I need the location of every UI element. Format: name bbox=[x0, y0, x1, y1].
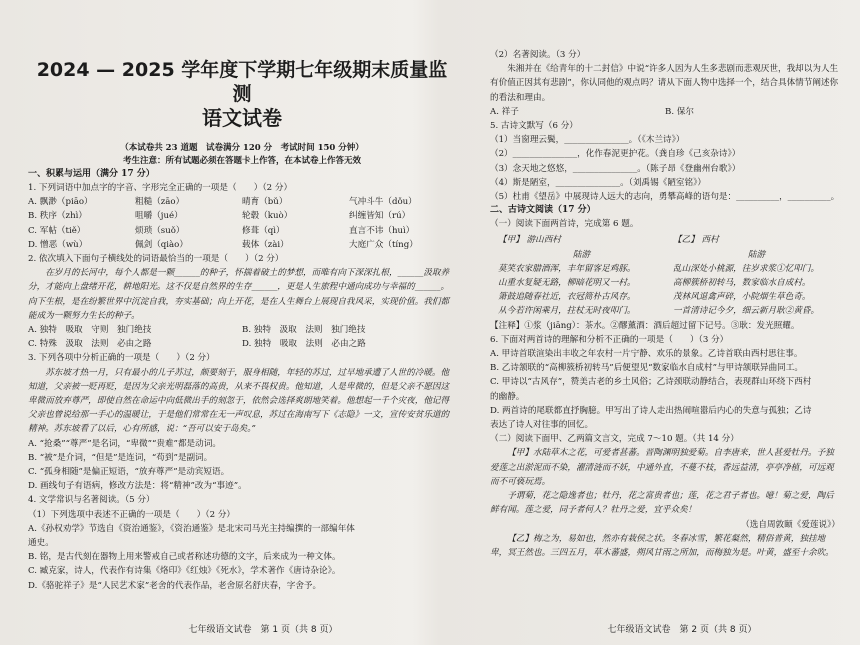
option-row bbox=[28, 224, 456, 238]
option-cell: C. 特殊 汲取 法则 必由之路 bbox=[28, 339, 152, 350]
option-row bbox=[28, 238, 456, 252]
exam-notice: 考生注意：所有试题必须在答题卡上作答，在本试卷上作答无效 bbox=[122, 156, 361, 166]
recite-line: （1）当窗理云鬓，_______________。（《木兰诗》） bbox=[490, 135, 685, 146]
option-row bbox=[28, 209, 456, 223]
option-cell: A. 独特 吸取 守则 独门绝技 bbox=[28, 325, 152, 336]
page-1-footer: 七年级语文试卷 第 1 页（共 8 页） bbox=[188, 625, 338, 635]
option-line: B. 乙诗颔联的“高柳簇桥初转马”后便望见“数家临水自成村”与甲诗颔联异曲同工。 bbox=[490, 363, 803, 374]
poem-line: 从今若许闲乘月，拄杖无时夜叩门。 bbox=[498, 306, 636, 317]
option-row bbox=[28, 337, 456, 351]
part-1-intro: （一）阅读下面两首诗，完成第 6 题。 bbox=[490, 219, 639, 230]
option-line: 表达了诗人对往事的回忆。 bbox=[490, 420, 594, 431]
option-line: D. 画线句子有语病，修改方法是：将“精神”改为“事迹”。 bbox=[28, 481, 247, 492]
recite-line: （4）斯是陋室，_______________。（刘禹锡《陋室铭》） bbox=[490, 177, 707, 188]
question-4-options bbox=[28, 522, 456, 593]
page-2-footer: 七年级语文试卷 第 2 页（共 8 页） bbox=[607, 625, 757, 635]
option-line: B. “被”是介词，“但是”是连词，“苟到”是副词。 bbox=[28, 452, 213, 463]
option-line: D. 两首诗的尾联都直抒胸臆。甲写出了诗人走出热闹喧嚣后内心的失意与孤独；乙诗 bbox=[490, 405, 812, 416]
question-5-lines bbox=[490, 133, 840, 204]
poem-line: 莫笑农家腊酒浑，丰年留客足鸡豚。 bbox=[498, 263, 636, 274]
question-5: 5. 古诗文默写（6 分） bbox=[490, 121, 578, 132]
option-cell: 纠缠皆知（rú） bbox=[349, 211, 411, 222]
option-line: 的幽静。 bbox=[490, 391, 525, 402]
question-6-options bbox=[490, 347, 840, 432]
question-4: 4. 文学常识与名著阅读。（5 分） bbox=[28, 495, 155, 506]
option-cell: 气冲斗牛（dǒu） bbox=[349, 197, 417, 208]
option-row bbox=[28, 323, 456, 337]
exam-subtitle: 语文试卷 bbox=[202, 106, 282, 130]
option-cell: 粗糙（zāo） bbox=[135, 197, 185, 208]
poem-notes: 【注释】①浆（jiāng）：茶水。②醪薰酒：酒后超过留下记号。③耿：发光照耀。 bbox=[490, 320, 800, 331]
question-2-passage: 在岁月的长河中，每个人都是一颗______的种子，怀揣着破土的梦想，而唯有向下深深扎根，______汲取养分，才能向上盘绪开花，耕地阳光。这不仅是自然界的生存______，更是人生旅程中通向成功与幸福的______。向下生根，是在纷繁世界中沉淀自我，夯实基础；向上开花，是在人生舞台上展现自我风采，实现价值。我们都能成为一颗努力生长的种子。 bbox=[28, 268, 450, 321]
prose-b: 【乙】梅之为，易如也，然亦有栽侯之状。冬春冰雪，繁花粲然，精俗普黄，独挂地卑，冥王然也。三四五月，草木蕃盛，朔风甘雨之所加，而梅独为是。叶黄，盛至十余吹。 bbox=[490, 533, 834, 558]
question-1-options bbox=[28, 195, 456, 252]
section-heading-2: 二、古诗文阅读（17 分） bbox=[490, 205, 596, 216]
poem-line: 山重水复疑无路，柳暗花明又一村。 bbox=[498, 278, 636, 289]
option-cell: 大庭广众（tíng） bbox=[349, 239, 418, 250]
poem-line: 一首清诗记今夕，细云新月耿②黄昏。 bbox=[673, 306, 820, 317]
poem-b bbox=[665, 233, 840, 318]
question-1: 1. 下列词语中加点字的字音、字形完全正确的一项是（ ）（2 分） bbox=[28, 183, 293, 193]
question-4-2-prompt: 朱湘并在《给青年的十二封信》中说“许多人因为人生多悲剧而悲观厌世，我却以为人生有价值正因其有悲剧”，你认同他的观点吗？请从下面人物中选择一个，结合具体情节阐述你的看法和理由。 bbox=[490, 64, 839, 103]
question-6: 6. 下面对两首诗的理解和分析不正确的一项是（ ）（3 分） bbox=[490, 334, 729, 345]
option-row bbox=[28, 195, 456, 209]
option-line: B. 铭，是古代刻在器物上用来警戒自己或者称述功德的文字，后来成为一种文体。 bbox=[28, 552, 341, 563]
question-2-options bbox=[28, 323, 456, 351]
poem-b-author: 陆游 bbox=[747, 249, 766, 260]
exam-title: 2024 — 2025 学年度下学期七年级期末质量监测 bbox=[36, 59, 448, 105]
recite-line: （2）_______________，化作春泥更护花。（龚自珍《己亥杂诗》） bbox=[490, 149, 741, 160]
option-line: 通史。 bbox=[28, 538, 54, 549]
recite-line: （3）念天地之悠悠，_______________。（陈子昂《登幽州台歌》） bbox=[490, 163, 741, 174]
question-4-2: （2）名著阅读。（3 分） bbox=[490, 50, 586, 60]
poem-line: 茂林风退禽声碎，小院烟生草色奇。 bbox=[673, 292, 811, 303]
prose-a: 【甲】水陆草木之花，可爱者甚蕃。晋陶渊明独爱菊。自李唐来，世人甚爱牡丹。予独爱莲之出淤泥而不染，濯清涟而不妖，中通外直，不蔓不枝，香远益清，亭亭净植，可远观而不可亵玩焉。 bbox=[490, 448, 834, 487]
prose-a-2: 予谓菊，花之隐逸者也；牡丹，花之富贵者也；莲，花之君子者也。噫！菊之爱，陶后鲜有闻。莲之爱，同予者何人？牡丹之爱，宜乎众矣！ bbox=[490, 491, 834, 516]
question-4-2-options bbox=[490, 105, 840, 119]
option-cell: C. 军帖（tiě） bbox=[28, 225, 86, 236]
poem-line: 高柳簇桥初转马，数家临水自成村。 bbox=[673, 278, 811, 289]
option-line: C. 臧克家，诗人，代表作有诗集《烙印》《红烛》《死水》，学术著作《唐诗杂论》。 bbox=[28, 566, 341, 577]
option-cell: 修葺（qì） bbox=[242, 225, 285, 236]
option-cell: D. 独特 吸取 法则 必由之路 bbox=[242, 339, 366, 350]
option-b: B. 保尔 bbox=[665, 106, 694, 117]
page-2 bbox=[476, 0, 860, 645]
option-cell: 轮毂（kuò） bbox=[242, 211, 293, 222]
exam-info: （本试卷共 23 道题 试卷满分 120 分 考试时间 150 分钟） bbox=[120, 143, 364, 153]
option-line: C. 甲诗以“古风存”，赞美古老的乡土风俗；乙诗颈联动静结合，表现群山环绕下西村 bbox=[490, 377, 812, 388]
question-3-options bbox=[28, 437, 456, 494]
poems bbox=[490, 233, 840, 318]
option-cell: 载体（zài） bbox=[242, 239, 289, 250]
option-line: A. 甲诗首联渲染出丰收之年农村一片宁静、欢乐的景象。乙诗首联由西村思往事。 bbox=[490, 349, 803, 360]
option-cell: 晴育（bǔ） bbox=[242, 197, 288, 208]
option-cell: D. 憎恶（wù） bbox=[28, 239, 88, 250]
part-2-intro: （二）阅读下面甲、乙两篇文言文，完成 7～10 题。（共 14 分） bbox=[490, 434, 739, 445]
poem-a-heading: 【甲】 游山西村 bbox=[498, 235, 561, 246]
option-cell: A. 飘渺（piāo） bbox=[28, 197, 93, 208]
question-3-passage: 苏东坡才热一月，只有最小的儿子苏过，颇要刻于，服身相随，年轻的苏过，过早地承遭了人世的冷暖。他知道，父亲被一贬再贬，是因为父亲光明磊落的高贵，从来不畏权贵。他知道，人是卑微的，但是父亲不愿因这卑微而放弃尊严，即使自然在命运中向低微出手的刻忽于，依然会选择爽朗地笑着。他想起一千个灾夜，他记得父亲也曾说给那一手心的温暖让，于是他们常常在无一声叹息，苏过在海南写下《志隐》一文，宣传安贫乐道的精神。苏东坡看了以后，心有所感，说：“吾可以安于岛矣。” bbox=[28, 367, 450, 435]
poem-line: 箫鼓追随春社近，衣冠简朴古风存。 bbox=[498, 292, 636, 303]
question-3: 3. 下列各项中分析正确的一项是（ ）（2 分） bbox=[28, 353, 215, 364]
poem-b-heading: 【乙】 西村 bbox=[673, 235, 719, 246]
option-cell: 直言不讳（huì） bbox=[349, 225, 415, 236]
recite-line: （5）杜甫《望岳》中展现诗人远大的志向，勇攀高峰的语句是：__________，__________。 bbox=[490, 192, 840, 203]
option-cell: 佩剑（qiào） bbox=[135, 239, 188, 250]
option-cell: 咀嚼（jué） bbox=[135, 211, 183, 222]
question-2: 2. 依次填入下面句子横线处的词语最恰当的一项是（ ）（2 分） bbox=[28, 254, 284, 265]
option-cell: 烦琐（suǒ） bbox=[135, 225, 185, 236]
option-line: D.《骆驼祥子》是“人民艺术家”老舍的代表作品，老舍原名舒庆春，字舍予。 bbox=[28, 580, 322, 591]
poem-a-author: 陆游 bbox=[572, 249, 591, 260]
option-line: C. “孤身相随”是偏正短语，“放弃尊严”是动宾短语。 bbox=[28, 467, 230, 478]
question-4-1: （1）下列选项中表述不正确的一项是（ ）（2 分） bbox=[28, 509, 236, 520]
option-line: A.《孙权劝学》节选自《资治通鉴》，《资治通鉴》是北宋司马光主持编撰的一部编年体 bbox=[28, 523, 355, 534]
poem-line: 乱山深处小桃源，往岁求浆①忆叩门。 bbox=[673, 263, 820, 274]
option-cell: B. 独特 汲取 法则 独门绝技 bbox=[242, 325, 366, 336]
prose-a-source: （选自周敦颐《爱莲说》） bbox=[741, 519, 840, 530]
section-heading-1: 一、积累与运用（满分 17 分） bbox=[28, 169, 155, 179]
poem-a bbox=[490, 233, 665, 318]
option-a: A. 祥子 bbox=[490, 106, 519, 117]
option-line: A. “抢桑”“尊严”是名词，“卑微”“贵难”都是动词。 bbox=[28, 438, 221, 449]
option-cell: B. 秩序（zhì） bbox=[28, 211, 87, 222]
